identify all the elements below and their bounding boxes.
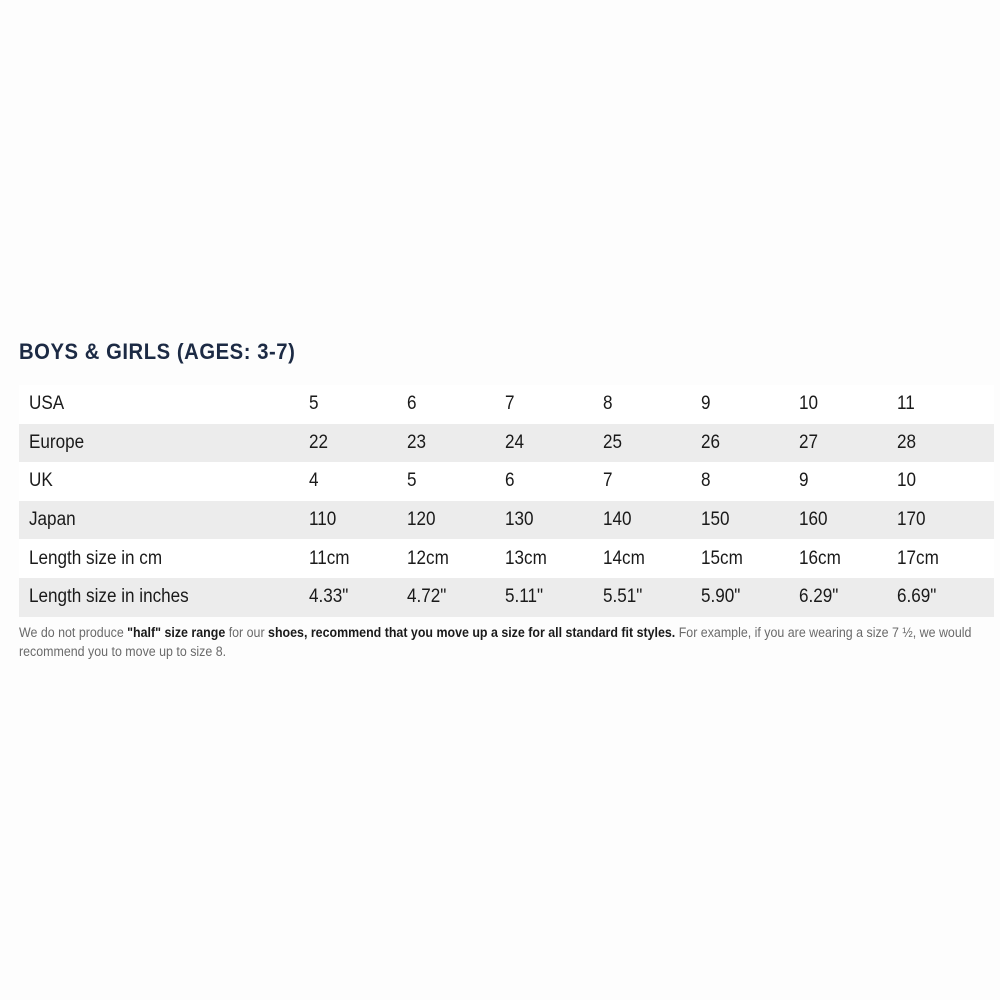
table-cell bbox=[407, 385, 505, 424]
cell-value: 6 bbox=[505, 470, 515, 492]
cell-value: 9 bbox=[701, 393, 711, 415]
note-part-1: We do not produce bbox=[19, 625, 128, 640]
table-cell bbox=[897, 424, 994, 463]
table-cell bbox=[505, 424, 603, 463]
cell-value: 16cm bbox=[799, 547, 841, 569]
cell-value: 8 bbox=[603, 393, 613, 415]
table-cell bbox=[799, 462, 897, 501]
table-cell bbox=[505, 539, 603, 578]
table-cell bbox=[505, 578, 603, 617]
row-label-text: Length size in cm bbox=[29, 547, 163, 569]
table-row bbox=[19, 539, 994, 578]
table-cell bbox=[897, 462, 994, 501]
cell-value: 6.29" bbox=[799, 586, 839, 608]
cell-value: 140 bbox=[603, 509, 632, 531]
cell-value: 17cm bbox=[897, 547, 939, 569]
table-cell bbox=[701, 539, 799, 578]
note-part-3: For example, if you are wearing a size 7 ½, we would recommend you to move up to size 8. bbox=[19, 625, 972, 659]
table-cell bbox=[897, 501, 994, 540]
table-row bbox=[19, 462, 994, 501]
table-cell bbox=[309, 501, 407, 540]
cell-value: 160 bbox=[799, 509, 828, 531]
note-half-size-range: "half" size range bbox=[127, 625, 226, 640]
table-cell bbox=[309, 578, 407, 617]
size-table bbox=[19, 385, 994, 617]
cell-value: 28 bbox=[897, 431, 917, 453]
row-label bbox=[19, 578, 309, 617]
cell-value: 5.90" bbox=[701, 586, 741, 608]
cell-value: 10 bbox=[799, 393, 819, 415]
table-cell bbox=[309, 539, 407, 578]
table-cell bbox=[603, 462, 701, 501]
cell-value: 4.72" bbox=[407, 586, 447, 608]
table-cell bbox=[603, 501, 701, 540]
table-cell bbox=[701, 462, 799, 501]
row-label-text: UK bbox=[29, 470, 53, 492]
table-cell bbox=[407, 501, 505, 540]
table-cell bbox=[407, 424, 505, 463]
table-cell bbox=[701, 385, 799, 424]
table-cell bbox=[603, 385, 701, 424]
row-label bbox=[19, 539, 309, 578]
cell-value: 6.69" bbox=[897, 586, 937, 608]
cell-value: 170 bbox=[897, 509, 926, 531]
table-cell bbox=[701, 501, 799, 540]
chart-title: BOYS & GIRLS (AGES: 3-7) bbox=[19, 339, 296, 364]
table-cell bbox=[603, 424, 701, 463]
table-cell bbox=[701, 578, 799, 617]
table-cell bbox=[505, 385, 603, 424]
table-cell bbox=[799, 539, 897, 578]
table-cell bbox=[603, 539, 701, 578]
cell-value: 26 bbox=[701, 431, 721, 453]
cell-value: 22 bbox=[309, 431, 329, 453]
row-label-text: Length size in inches bbox=[29, 586, 189, 608]
table-cell bbox=[897, 385, 994, 424]
cell-value: 5 bbox=[309, 393, 319, 415]
table-row bbox=[19, 501, 994, 540]
cell-value: 4.33" bbox=[309, 586, 349, 608]
cell-value: 150 bbox=[701, 509, 730, 531]
cell-value: 4 bbox=[309, 470, 319, 492]
cell-value: 8 bbox=[701, 470, 711, 492]
cell-value: 12cm bbox=[407, 547, 449, 569]
table-cell bbox=[897, 539, 994, 578]
table-cell bbox=[799, 385, 897, 424]
cell-value: 11cm bbox=[309, 547, 350, 569]
table-cell bbox=[407, 539, 505, 578]
cell-value: 120 bbox=[407, 509, 436, 531]
cell-value: 10 bbox=[897, 470, 917, 492]
table-cell bbox=[603, 578, 701, 617]
table-cell bbox=[897, 578, 994, 617]
cell-value: 9 bbox=[799, 470, 809, 492]
cell-value: 27 bbox=[799, 431, 819, 453]
cell-value: 15cm bbox=[701, 547, 743, 569]
note-part-2: for our bbox=[225, 625, 269, 640]
table-cell bbox=[799, 501, 897, 540]
cell-value: 11 bbox=[897, 393, 915, 415]
table-cell bbox=[309, 385, 407, 424]
cell-value: 25 bbox=[603, 431, 623, 453]
row-label-text: USA bbox=[29, 393, 65, 415]
row-label bbox=[19, 501, 309, 540]
note-shoes-recommendation: shoes, recommend that you move up a size for all standard fit styles. bbox=[268, 625, 676, 640]
row-label bbox=[19, 462, 309, 501]
cell-value: 7 bbox=[603, 470, 613, 492]
row-label bbox=[19, 424, 309, 463]
table-cell bbox=[701, 424, 799, 463]
table-row bbox=[19, 385, 994, 424]
table-cell bbox=[407, 578, 505, 617]
table-cell bbox=[309, 462, 407, 501]
cell-value: 6 bbox=[407, 393, 417, 415]
table-cell bbox=[799, 424, 897, 463]
table-cell bbox=[407, 462, 505, 501]
table-cell bbox=[799, 578, 897, 617]
cell-value: 24 bbox=[505, 431, 525, 453]
cell-value: 5 bbox=[407, 470, 417, 492]
cell-value: 5.11" bbox=[505, 586, 544, 608]
cell-value: 5.51" bbox=[603, 586, 643, 608]
table-cell bbox=[505, 501, 603, 540]
cell-value: 23 bbox=[407, 431, 427, 453]
cell-value: 14cm bbox=[603, 547, 645, 569]
table-row bbox=[19, 578, 994, 617]
table-cell bbox=[309, 424, 407, 463]
cell-value: 130 bbox=[505, 509, 534, 531]
row-label bbox=[19, 385, 309, 424]
table-cell bbox=[505, 462, 603, 501]
sizing-note bbox=[19, 623, 979, 661]
size-table-body bbox=[19, 385, 994, 617]
cell-value: 110 bbox=[309, 509, 337, 531]
cell-value: 7 bbox=[505, 393, 515, 415]
sizing-note-text bbox=[19, 623, 976, 661]
cell-value: 13cm bbox=[505, 547, 547, 569]
row-label-text: Europe bbox=[29, 431, 85, 453]
row-label-text: Japan bbox=[29, 509, 76, 531]
table-row bbox=[19, 424, 994, 463]
